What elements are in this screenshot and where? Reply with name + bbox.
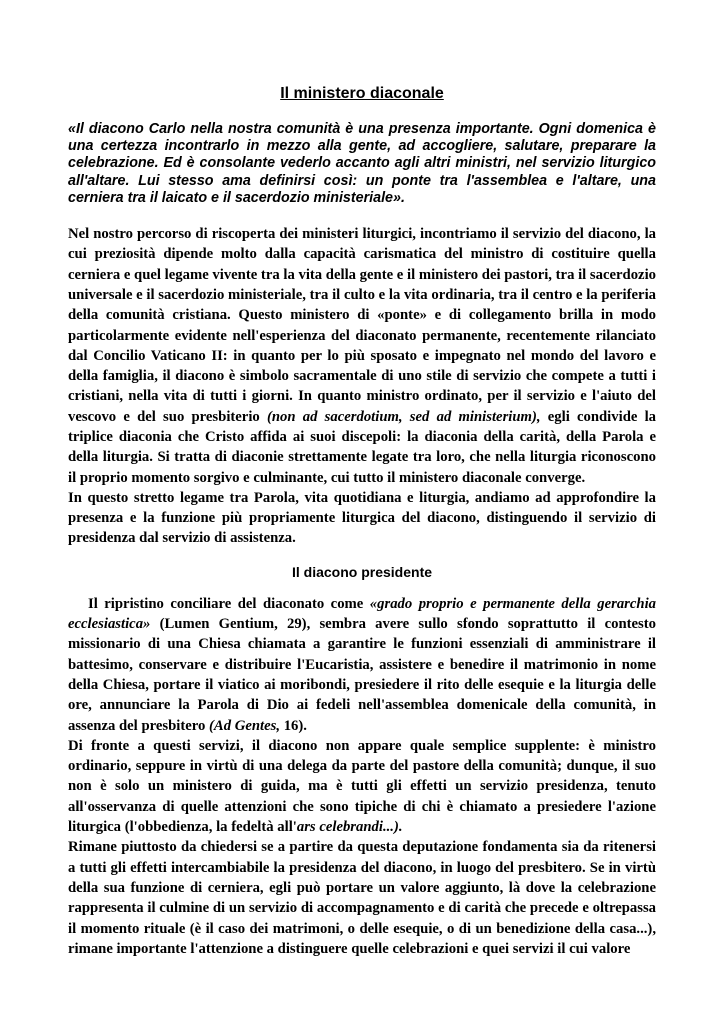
paragraph-question: Rimane piuttosto da chiedersi se a partire da questa deputazione fondamenta sia da ritenersi a tutti gli effetti intercambiabile la presidenza del diacono, in luogo del presbitero. Se in virtù della sua funzione di cerniera, egli può portare un valore aggiunto, là dove la celebrazione rappresenta il culmine di un servizio di accompagnamento e di carità che precede e oltrepassa il momento rituale (è il caso dei matrimoni, o delle esequie, o di un benedizione della casa...), rimane importante l'attenzione a distinguere quelle celebrazioni e quei servizi il cui valore — [68, 839, 656, 957]
paragraph-intro-text-a: Nel nostro percorso di riscoperta dei ministeri liturgici, incontriamo il servizio del diacono, la cui preziosità dipende molto dalla capacità carismatica del ministro di costituire quella cerniera e quel legame vivente tra la vita della gente e il ministero dei pastori, tra il sacerdozio universale e il sacerdozio ministeriale, tra il culto e la vita ordinaria, tra il centro e la periferia della comunità cristiana. Questo ministero di «ponte» e di collegamento brilla in modo particolarmente evidente nell'esperienza del diaconato permanente, recentemente rilanciato dal Concilio Vaticano II: in quanto per lo più sposato e impegnato nel mondo del lavoro e della famiglia, il diacono è simbolo sacramentale di uno stile di servizio che compete a tutti i cristiani, nella vita di tutti i giorni. In quanto ministro ordinato, per il servizio e l'aiuto del vescovo e del suo presbiterio — [68, 226, 656, 425]
paragraph-approach: In questo stretto legame tra Parola, vita quotidiana e liturgia, andiamo ad approfondire la presenza e la funzione più propriamente liturgica del diacono, distinguendo il servizio di presidenza dal servizio di assistenza. — [68, 489, 656, 547]
section-subtitle: Il diacono presidente — [291, 563, 433, 580]
paragraph-restoration-text-c: 16). — [283, 717, 307, 734]
paragraph-restoration-text-b: (Lumen Gentium, 29), sembra avere sullo sfondo soprattutto il contesto missionario di una Chiesa chiamata a garantire le funzioni essenziali di amministrare il battesimo, conservare e distribuire l'Eucaristia, assistere e benedire il matrimonio in nome della Chiesa, portare il viatico ai moribondi, presiedere il rito delle esequie e la liturgia delle ore, annunciare la Parola di Dio ai fedeli nell'assemblea domenicale della comunità, in assenza del presbitero — [68, 616, 656, 734]
paragraph-intro — [68, 224, 656, 488]
paragraph-restoration-italic-ref: (Ad Gentes, — [209, 717, 281, 734]
paragraph-restoration-italic-quote: «grado proprio e permanente della gerarchia ecclesiastica» — [68, 595, 656, 633]
paragraph-restoration-text-a: Il ripristino conciliare del diaconato come — [88, 595, 364, 612]
document-title: Il ministero diaconale — [280, 85, 444, 102]
paragraph-restoration — [68, 594, 656, 736]
opening-quote: «Il diacono Carlo nella nostra comunità è una presenza importante. Ogni domenica è una certezza incontrarlo in mezzo alla gente, ad accogliere, salutare, preparare la celebrazione. Ed è consolante vederlo accanto agli altri ministri, nel servizio liturgico all'altare. Lui stesso ama definirsi così: un ponte tra l'assemblea e l'altare, una cerniera tra il laicato e il sacerdozio ministeriale». — [68, 121, 656, 206]
paragraph-intro-text-b: egli condivide la triplice diaconia che Cristo affida ai suoi discepoli: la diaconia della carità, della Parola e della liturgia. Si tratta di diaconie strettamente legate tra loro, che nella liturgia riconoscono il proprio momento sorgivo e culminante, cui tutto il ministero diaconale converge. — [68, 408, 657, 486]
paragraph-services-text: Di fronte a questi servizi, il diacono non appare quale semplice supplente: è ministro ordinario, seppure in virtù di una delega da parte del pastore della comunità; dunque, il suo non è solo un ministero di guida, ma è tutti gli effetti un servizio presidenza, tenuto all'osservanza di quelle attenzioni che sono tipiche di chi è chiamato a presiedere l'azione liturgica (l'obbedienza, la fedeltà all' — [68, 737, 656, 836]
paragraph-services-italic: ars celebrandi...). — [296, 819, 403, 836]
document-page — [68, 84, 656, 959]
paragraph-intro-italic: (non ad sacerdotium, sed ad ministerium), — [266, 408, 541, 425]
paragraph-services — [68, 736, 656, 837]
